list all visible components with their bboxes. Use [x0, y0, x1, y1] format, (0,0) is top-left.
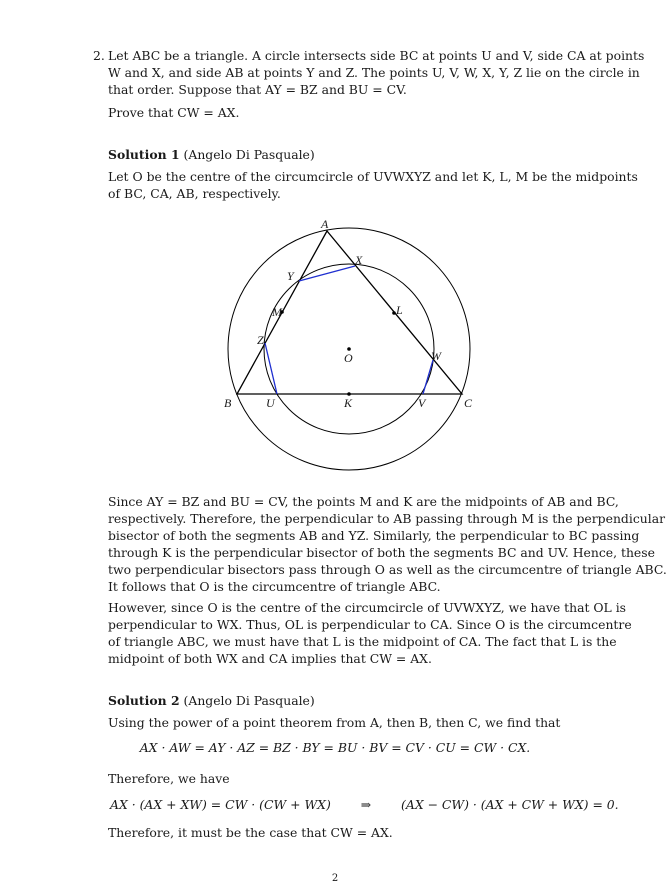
label-z: Z: [257, 333, 264, 347]
label-k: K: [344, 396, 353, 410]
solution1-title: Solution 1: [108, 147, 180, 162]
chord-xy: [299, 266, 355, 281]
solution2-author: (Angelo Di Pasquale): [183, 693, 315, 708]
label-a: A: [321, 217, 329, 231]
solution1-intro-2: of BC, CA, AB, respectively.: [108, 186, 281, 201]
label-u: U: [266, 396, 275, 410]
para1-line-2: respectively. Therefore, the perpendicular to AB passing through M is the perpendicular: [108, 511, 666, 526]
equation-1: AX · AW = AY · AZ = BZ · BY = BU · BV = CV · CU = CW · CX.: [139, 740, 531, 755]
label-l: L: [396, 303, 403, 317]
label-b: B: [224, 396, 232, 410]
label-v: V: [418, 396, 426, 410]
para2-line-4: midpoint of both WX and CA implies that CW = AX.: [108, 651, 432, 666]
therefore-line: Therefore, we have: [108, 771, 230, 786]
para1-line-3: bisector of both the segments AB and YZ. Similarly, the perpendicular to BC passing: [108, 528, 640, 543]
para1-line-1: Since AY = BZ and BU = CV, the points M and K are the midpoints of AB and BC,: [108, 494, 619, 509]
equation-2-left: AX · (AX + XW) = CW · (CW + WX): [110, 797, 331, 812]
label-o: O: [344, 351, 353, 365]
implies-arrow: ⇒: [360, 797, 372, 812]
solution1-author: (Angelo Di Pasquale): [183, 147, 315, 162]
equation-power-of-point: [0, 740, 670, 756]
problem-line-2: W and X, and side AB at points Y and Z. The points U, V, W, X, Y, Z lie on the circle in: [108, 65, 640, 80]
solution1-intro-1: Let O be the centre of the circumcircle of UVWXYZ and let K, L, M be the midpoints: [108, 169, 638, 184]
problem-line-3: that order. Suppose that AY = BZ and BU = CV.: [108, 82, 407, 97]
equation-2: [110, 797, 619, 813]
para2-line-2: perpendicular to WX. Thus, OL is perpendicular to CA. Since O is the circumcentre: [108, 617, 632, 632]
para1-line-5: two perpendicular bisectors pass through O as well as the circumcentre of triangle ABC.: [108, 562, 667, 577]
chord-zu: [265, 343, 277, 394]
problem-number: 2.: [93, 48, 105, 63]
chord-vw: [423, 360, 433, 394]
para2-line-3: of triangle ABC, we must have that L is the midpoint of CA. The fact that L is the: [108, 634, 617, 649]
solution2-heading: [108, 693, 315, 709]
problem-line-1: Let ABC be a triangle. A circle intersects side BC at points U and V, side CA at points: [108, 48, 645, 63]
label-x: X: [355, 253, 363, 267]
conclusion: Therefore, it must be the case that CW = AX.: [108, 825, 393, 840]
para1-line-4: through K is the perpendicular bisector of both the segments BC and UV. Hence, these: [108, 545, 655, 560]
label-c: C: [464, 396, 473, 410]
label-m: M: [272, 305, 282, 319]
equation-2-right: (AX − CW) · (AX + CW + WX) = 0.: [401, 797, 619, 812]
para2-line-1: However, since O is the centre of the circumcircle of UVWXYZ, we have that OL is: [108, 600, 627, 615]
label-w: W: [431, 349, 441, 363]
label-y: Y: [287, 269, 294, 283]
problem-prove: Prove that CW = AX.: [108, 105, 240, 120]
page-number: 2: [331, 873, 339, 884]
solution2-title: Solution 2: [108, 693, 180, 708]
para1-line-6: It follows that O is the circumcentre of triangle ABC.: [108, 579, 441, 594]
solution2-intro: Using the power of a point theorem from A, then B, then C, we find that: [108, 715, 561, 730]
